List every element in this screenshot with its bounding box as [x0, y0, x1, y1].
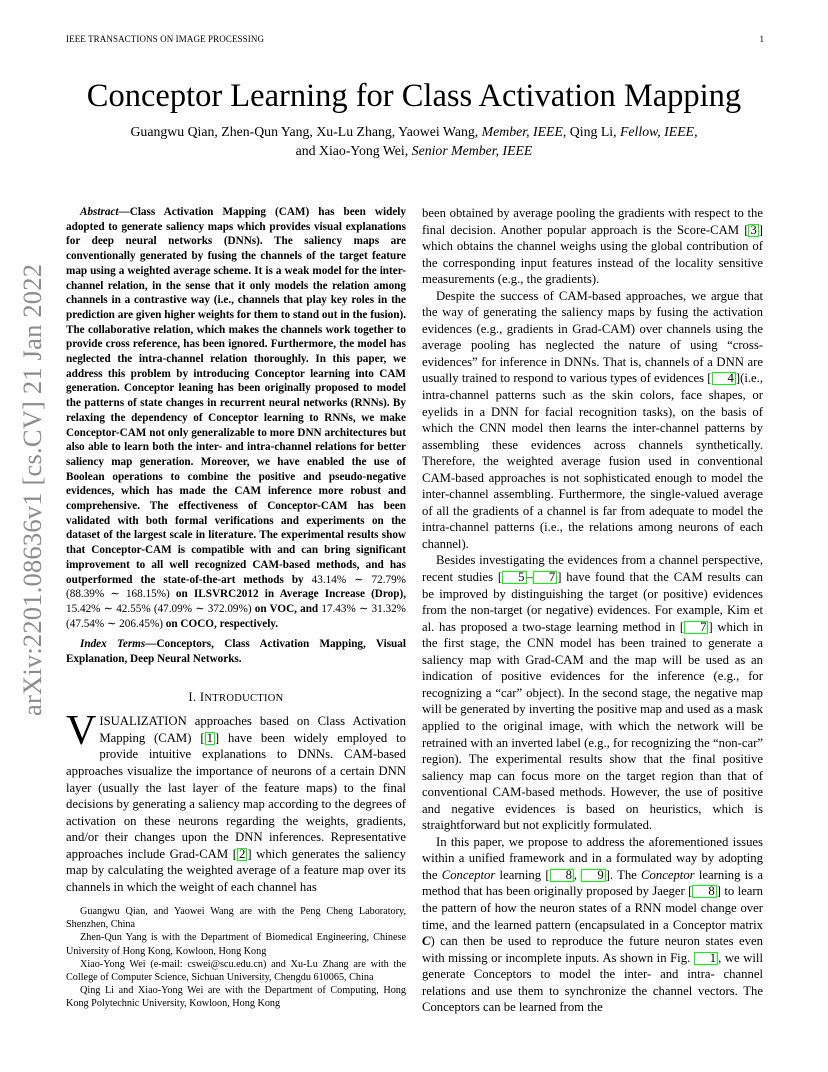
- section-heading-cap: I: [199, 689, 205, 704]
- footnote-affiliation: Zhen-Qun Yang is with the Department of Biomedical Engineering, Chinese University of Hong Kong, Kowloon, Hong Kong: [66, 932, 406, 957]
- arxiv-stamp[interactable]: arXiv:2201.08636v1 [cs.CV] 21 Jan 2022: [17, 263, 47, 716]
- section-numeral: I.: [188, 689, 200, 704]
- body-text: have found that the CAM results can be improved by distinguishing the target (or positive) evidences from the non-target (or negative) evidences. For example, Kim et al. has proposed a two-stage learning method in: [422, 570, 764, 634]
- body-text: In this paper, we propose to address the aforementioned issues within a unified framework and in a formulated way by adopting the: [422, 834, 763, 882]
- index-terms-label: Index Terms: [80, 638, 146, 651]
- citation-link[interactable]: 7: [533, 571, 557, 584]
- author-role: Member, IEEE: [481, 124, 563, 139]
- body-emphasis: Conceptor: [441, 867, 496, 882]
- author-names: Guangwu Qian, Zhen-Qun Yang, Xu-Lu Zhang, Yaowei Wang,: [130, 124, 479, 139]
- body-text: learning: [495, 867, 546, 882]
- index-terms-dash: —: [145, 638, 157, 651]
- author-line-1: [60, 122, 768, 141]
- abstract-dash: —: [118, 206, 130, 218]
- citation-link[interactable]: 1: [206, 730, 213, 745]
- author-list: [60, 122, 768, 160]
- body-text: been obtained by average pooling the gradients with respect to the final decision. Another popular approach is the Score-CAM: [422, 206, 763, 237]
- author-role: Senior Member, IEEE: [411, 143, 533, 158]
- page-number: 1: [759, 34, 764, 44]
- section-heading-introduction: [66, 689, 406, 708]
- math-symbol: C: [422, 934, 431, 949]
- author-role: Fellow, IEEE: [619, 124, 695, 139]
- author-name: and Xiao-Yong Wei,: [295, 143, 409, 158]
- body-text: –: [526, 570, 533, 585]
- citation-link[interactable]: 4: [712, 372, 736, 385]
- author-name: , Qing Li,: [562, 124, 617, 139]
- running-head: IEEE TRANSACTIONS ON IMAGE PROCESSING: [66, 34, 265, 44]
- body-text: have been widely employed to provide intuitive explanations to DNNs. CAM-based approaches visualize the importance of neurons of a certain DNN layer (usually the last layer of the feature maps) to the final decisions by generating a saliency map according to the degrees of activation on these neurons regarding the weights, gradients, and/or their changes upon the DNN inferences. Representative approaches include Grad-CAM: [66, 730, 406, 861]
- intro-paragraph-4: In this paper, we propose to address the aforementioned issues within a unified framework and in a formulated way by adopting the Conceptor learning [ 8 , 9 ]. The Conceptor learning is a method that has been originally proposed by Jaeger [ 8 ] to learn the pattern of how the neuron states of a RNN model change over time, and the learned pattern (encapsulated in a Conceptor matrix C) can then be used to reproduce the future neuron states even with missing or incomplete inputs. As shown in Fig. 1 , we will generate Conceptors to model the inter- and intra- channel relations and use them to synchronize the channel vectors. The Conceptors can be learned from the: [422, 834, 763, 1015]
- footnotes: [66, 905, 406, 1011]
- left-column: [66, 205, 406, 895]
- section-heading-rest: NTRODUCTION: [204, 692, 284, 704]
- body-text: (i.e., intra-channel patterns such as the skin colors, face shapes, or eyelids in a DNN for facial recognition tasks), on the basis of which the CNN model then learns the inter-channel patterns by assembling these evidences across channels synthetically. Therefore, the weighted average fusion used in conventional CAM-based approaches is not sophisticated enough to model the inter-channel assembling. Furthermore, the single-valued average of all the gradients of a channel is far from adequate to model the intra-channel patterns (i.e., the relations among neurons of each channel).: [422, 371, 763, 551]
- intro-paragraph-2: Despite the success of CAM-based approaches, we argue that the way of generating the saliency maps by fusing the activation evidences (e.g., gradients in Grad-CAM) over channels using the average pooling has neglected the nature of using “cross-evidences” for inference in DNNs. That is, channels of a DNN are usually trained to respond to various types of evidences [ 4 ](i.e., intra-channel patterns such as the skin colors, face shapes, or eyelids in a DNN for facial recognition tasks), on the basis of which the CNN model then learns the inter-channel patterns by assembling these evidences across channels synthetically. Therefore, the weighted average fusion used in conventional CAM-based approaches is not sophisticated enough to model the inter-channel assembling. Furthermore, the single-valued average of all the gradients of a channel is far from adequate to model the intra-channel patterns (i.e., the relations among neurons of each channel).: [422, 288, 763, 551]
- body-text: ) can then be used to reproduce the future neuron states even with missing or incomplete inputs. As shown in Fig.: [422, 934, 763, 965]
- body-emphasis: Conceptor: [641, 867, 695, 882]
- index-terms: [66, 637, 406, 666]
- body-text: learning is a method that has been originally proposed by Jaeger: [422, 867, 763, 899]
- body-text: Despite the success of CAM-based approaches, we argue that the way of generating the saliency maps by fusing the activation evidences (e.g., gradients in Grad-CAM) over channels using the average pooling has neglected the nature of using “cross-evidences” for inference in DNNs. That is, channels of a DNN are usually trained to respond to various types of evidences: [422, 288, 763, 386]
- citation-link[interactable]: 7: [684, 621, 708, 634]
- intro-paragraph-1: VISUALIZATION approaches based on Class Activation Mapping (CAM) [ 1 ] have been widely employed to provide intuitive explanations to DNNs. CAM-based approaches visualize the importance of neurons of a certain DNN layer (usually the last layer of the feature maps) to the final decisions by generating a saliency map according to the degrees of activation on these neurons regarding the weights, gradients, and/or their changes upon the DNN inferences. Representative approaches include Grad-CAM [ 2 ] which generates the saliency map by calculating the weighted average of a feature map over its channels in which the weight of each channel has: [66, 708, 406, 894]
- author-line-2: [60, 141, 768, 160]
- body-text: which generates the saliency map by calculating the weighted average of a feature map over its channels in which the weight of each channel has: [66, 846, 406, 894]
- abstract-text: Class Activation Mapping (CAM) has been widely adopted to generate saliency maps which provides visual explanations for deep neural networks (DNNs). The saliency maps are conventionally generated by fusing the channels of the target feature map using a weighted average scheme. It is a weak model for the inter-channel relation, in the sense that it only models the relation among channels in a contrastive way (i.e., channels that play key roles in the prediction are given higher weights for them to stand out in the fusion). The collaborative relation, which makes the channels work together to provide cross reference, has been ignored. Furthermore, the model has neglected the intra-channel relation thoroughly. In this paper, we address this problem by introducing Conceptor learning into CAM generation. Conceptor leaning has been originally proposed to model the patterns of state changes in recurrent neural networks (RNNs). By relaxing the dependency of Conceptor learning to RNNs, we make Conceptor-CAM not only generalizable to more DNN architectures but also able to learn both the inter- and intra-channel relations for better saliency map generation. Moreover, we have enabled the use of Boolean operations to combine the positive and pseudo-negative evidences, which has made the CAM inference more robust and comprehensive. The effectiveness of Conceptor-CAM has been validated with both formal verifications and experiments on the dataset of the largest scale in literature. The experimental results show that Conceptor-CAM is compatible with and can bring significant improvement to all well recognized CAM-based methods, and has outperformed the state-of-the-art methods by: [66, 206, 406, 586]
- body-text: . The: [609, 867, 642, 882]
- index-terms-text: Conceptors, Class Activation Mapping, Visual Explanation, Deep Neural Networks.: [66, 638, 406, 666]
- abstract-metric-coco: 17.43% ∼ 31.32% (47.54% ∼ 206.45%): [66, 602, 406, 630]
- abstract-metric-ilsvrc: 43.14% ∼ 72.79% (88.39% ∼ 168.15%): [66, 573, 406, 601]
- right-column: [422, 205, 763, 1016]
- citation-link[interactable]: 5: [502, 571, 526, 584]
- dropcap: V: [66, 708, 97, 755]
- citation-link[interactable]: 3: [750, 222, 757, 237]
- intro-paragraph-3: Besides investigating the evidences from a channel perspective, recent studies [ 5 – 7 ] have found that the CAM results can be improved by distinguishing the target (or positive) evidences from the non-target (or negative) evidences. For example, Kim et al. has proposed a two-stage learning method in [ 7 ] which in the first stage, the CNN model has been trained to generate a saliency map with Grad-CAM and the map will be used as an indication of positive evidences for the inference (e.g., for recognizing a “car” object). In the second stage, the negative map will be generated by inverting the positive map and used as a mask applied to the original image, with which the network will be retrained with an inverted label (e.g., for recognizing the “non-car” region). The experimental results show that the final positive saliency map can focus more on the target region than that of conventional CAM-based methods. However, the use of positive and negative evidences is based on heuristics, which is straightforward but not explicitly formulated.: [422, 553, 764, 833]
- figure-link[interactable]: 1: [694, 952, 718, 965]
- footnote-affiliation: Qing Li and Xiao-Yong Wei are with the Department of Computing, Hong Kong Polytechnic University, Kowloon, Hong Kong: [66, 985, 406, 1010]
- citation-link[interactable]: 8: [550, 869, 574, 882]
- citation-link[interactable]: 8: [692, 885, 716, 898]
- abstract-text: on COCO, respectively.: [163, 617, 279, 630]
- footnote-affiliation: Guangwu Qian, and Yaowei Wang are with the Peng Cheng Laboratory, Shenzhen, China: [66, 906, 406, 931]
- intro-paragraph-1-continued: been obtained by average pooling the gradients with respect to the final decision. Another popular approach is the Score-CAM [ 3 ] which obtains the channel weighs using the global contribution of the corresponding input features instead of the locality sensitive measurements (e.g., the gradients).: [422, 206, 763, 287]
- abstract: [66, 205, 406, 631]
- body-text: ISUALIZATION approaches based on Class Activation Mapping (CAM): [99, 714, 406, 745]
- abstract-text: on VOC, and: [251, 602, 322, 615]
- author-punct: ,: [694, 124, 698, 139]
- paper-title: Conceptor Learning for Class Activation Mapping: [86, 78, 742, 114]
- abstract-text: on ILSVRC2012 in Average Increase (Drop),: [169, 588, 406, 601]
- abstract-metric-voc: 15.42% ∼ 42.55% (47.09% ∼ 372.09%): [66, 602, 252, 615]
- citation-link[interactable]: 9: [581, 869, 605, 882]
- body-text: which obtains the channel weighs using the global contribution of the corresponding input features instead of the locality sensitive measurements (e.g., the gradients).: [422, 239, 763, 287]
- body-text: , we will generate Conceptors to model the inter- and intra- channel relations and use them to synchronize the channel vectors. The Conceptors can be learned from the: [422, 950, 763, 1015]
- citation-link[interactable]: 2: [238, 846, 246, 861]
- body-text: ,: [573, 867, 582, 882]
- body-text: which in the first stage, the CNN model has been trained to generate a saliency map with Grad-CAM and the map will be used as an indication of positive evidences for the inference (e.g., for recognizing a “car” object). In the second stage, the negative map will be generated by inverting the positive map and used as a mask applied to the original image, with which the network will be retrained with an inverted label (e.g., for recognizing the “non-car” region). The experimental results show that the final positive saliency map can focus more on the target region than that of conventional CAM-based methods. However, the use of positive and negative evidences is based on heuristics, which is straightforward but not explicitly formulated.: [422, 619, 763, 833]
- body-text: Besides investigating the evidences from a channel perspective, recent studies: [422, 553, 763, 585]
- body-text: to learn the pattern of how the neuron states of a RNN model change over time, and the learned pattern (encapsulated in a Conceptor matrix: [422, 884, 763, 932]
- footnote-affiliation: Xiao-Yong Wei (e-mail: cswei@scu.edu.cn) and Xu-Lu Zhang are with the College of Computer Science, Sichuan University, Chengdu 610065, China: [66, 958, 406, 984]
- abstract-label: Abstract: [80, 206, 119, 218]
